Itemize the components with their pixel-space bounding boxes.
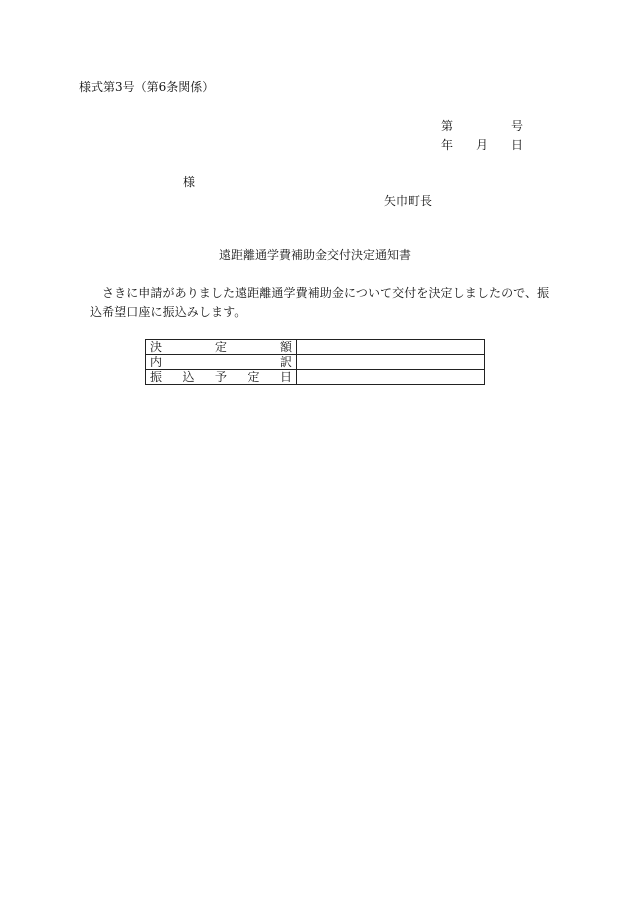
label-char: 額 [279, 340, 292, 354]
table-row-decided-amount [146, 340, 485, 355]
label-char: 定 [214, 340, 227, 354]
issuer-name: 矢巾町長 [384, 194, 433, 208]
label-char: 内 [150, 355, 163, 369]
year-label: 年 [441, 138, 454, 152]
label-char: 決 [150, 340, 163, 354]
table-row-transfer-date [146, 370, 485, 385]
decision-table [145, 339, 485, 385]
document-number-line [441, 118, 523, 134]
document-title: 遠距離通学費補助金交付決定通知書 [218, 248, 411, 262]
label-char: 訳 [279, 355, 292, 369]
label-char: 振 [150, 370, 163, 384]
label-char: 込 [182, 370, 195, 384]
label-char: 予 [214, 370, 227, 384]
form-label: 様式第3号（第6条関係） [79, 80, 215, 94]
date-line [441, 137, 523, 153]
number-prefix: 第 [441, 119, 454, 133]
table-value-breakdown [297, 355, 485, 370]
table-label-transfer-date [146, 370, 297, 385]
label-char: 定 [247, 370, 260, 384]
table-value-transfer-date [297, 370, 485, 385]
table-value-decided-amount [297, 340, 485, 355]
number-suffix: 号 [510, 119, 523, 133]
body-text: さきに申請がありました遠距離通学費補助金について交付を決定しましたので、振込希望口座に振込みします。 [90, 286, 550, 319]
label-char: 日 [279, 370, 292, 384]
table-label-decided-amount [146, 340, 297, 355]
recipient-suffix: 様 [183, 175, 196, 189]
day-label: 日 [510, 138, 523, 152]
table-label-breakdown [146, 355, 297, 370]
month-label: 月 [475, 138, 488, 152]
table-row-breakdown [146, 355, 485, 370]
